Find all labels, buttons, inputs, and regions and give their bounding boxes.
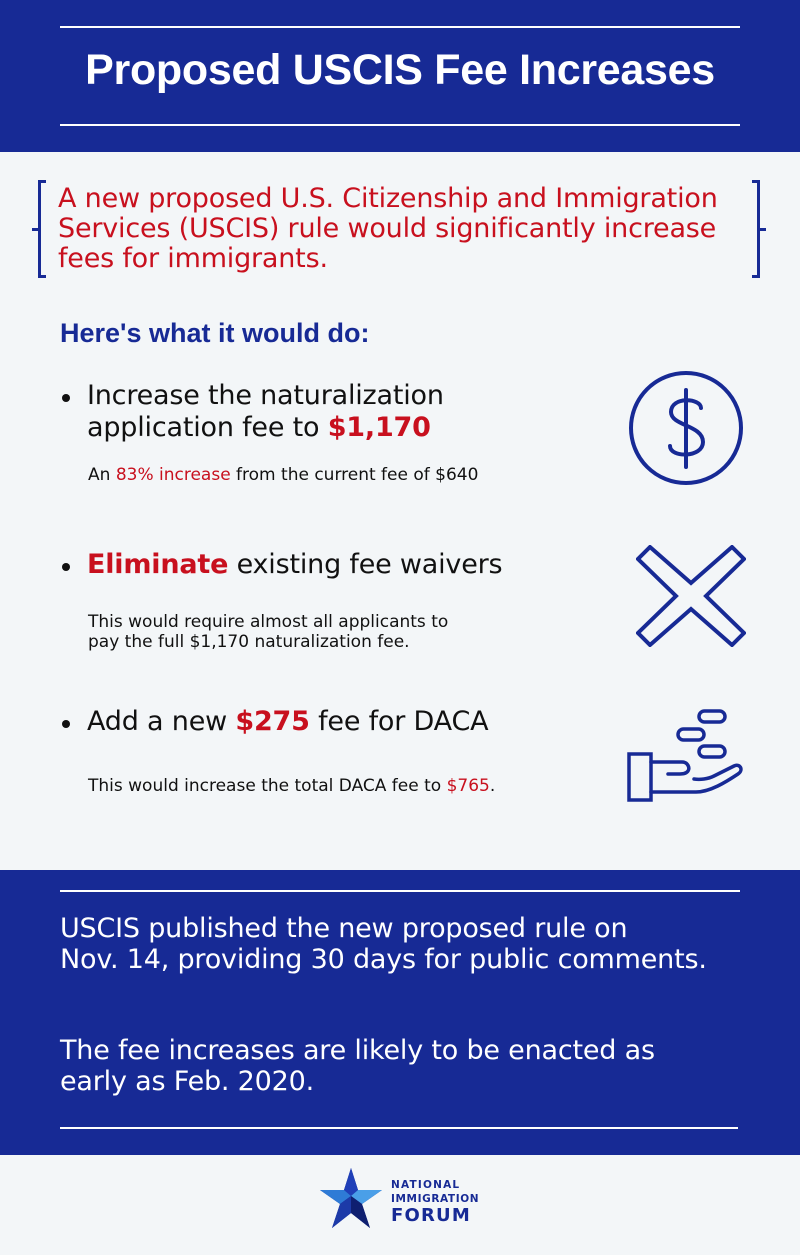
x-icon: [636, 545, 746, 647]
item-3-subtext: [88, 776, 495, 796]
bullet-3: [62, 720, 70, 728]
left-bracket: [38, 180, 46, 278]
item-3-highlight: $275: [235, 706, 310, 737]
item-1-sub-highlight: 83% increase: [115, 465, 231, 485]
summary-bottom-rule: [60, 1127, 738, 1129]
item-3-prefix: Add a new: [87, 706, 236, 737]
bullet-1: [62, 394, 70, 402]
item-2-highlight: Eliminate: [87, 549, 229, 580]
item-3-sub-prefix: This would increase the total DACA fee to: [88, 776, 447, 796]
item-2-sub-line2: pay the full $1,170 naturalization fee.: [88, 632, 410, 652]
item-1-sub-suffix: from the current fee of $640: [230, 465, 479, 485]
summary-top-rule: [60, 890, 740, 892]
summary-paragraph-2-line2: early as Feb. 2020.: [60, 1066, 314, 1097]
item-3-suffix: fee for DACA: [309, 706, 489, 737]
item-1-subtext: [88, 465, 478, 485]
summary-banner: [0, 870, 800, 1155]
dollar-circle-icon: [628, 370, 744, 486]
item-1-line2-prefix: application fee to: [87, 412, 328, 443]
item-1-sub-prefix: An: [88, 465, 116, 485]
right-bracket-tick: [760, 228, 766, 231]
bullet-2: [62, 563, 70, 571]
logo-line-2: IMMIGRATION: [391, 1193, 480, 1205]
logo-line-3: FORUM: [391, 1205, 471, 1226]
item-3-title: [87, 706, 488, 738]
item-3-sub-highlight: $765: [446, 776, 490, 796]
item-2-suffix: existing fee waivers: [228, 549, 503, 580]
summary-paragraph-1-line1: USCIS published the new proposed rule on: [60, 913, 628, 944]
item-2-subtext: [88, 612, 448, 652]
item-2-sub-line1: This would require almost all applicants to: [88, 612, 449, 632]
summary-paragraph-2-line1: The fee increases are likely to be enacted as: [60, 1035, 655, 1066]
right-bracket: [752, 180, 760, 278]
summary-paragraph-1-line2: Nov. 14, providing 30 days for public comments.: [60, 944, 707, 975]
item-1-line2: [87, 412, 444, 444]
intro-text: A new proposed U.S. Citizenship and Immigration Services (USCIS) rule would significantly increase fees for immigrants.: [58, 183, 718, 274]
logo-line-1: NATIONAL: [391, 1179, 461, 1191]
item-1-title: [87, 380, 444, 444]
section-heading: Here's what it would do:: [60, 318, 370, 348]
item-1-line1: Increase the naturalization: [87, 380, 444, 411]
item-3-sub-suffix: .: [489, 776, 496, 796]
header-top-rule: [60, 26, 740, 28]
item-1-fee-highlight: $1,170: [327, 412, 431, 443]
item-2-title: [87, 549, 502, 581]
hand-coins-icon: [626, 708, 746, 804]
page-title: Proposed USCIS Fee Increases: [85, 46, 715, 94]
header-banner: [0, 0, 800, 152]
left-bracket-tick: [32, 228, 38, 231]
header-bottom-rule: [60, 124, 740, 126]
star-logo-icon: [318, 1166, 384, 1230]
summary-paragraph-1: [60, 913, 760, 975]
summary-paragraph-2: [60, 1035, 760, 1097]
